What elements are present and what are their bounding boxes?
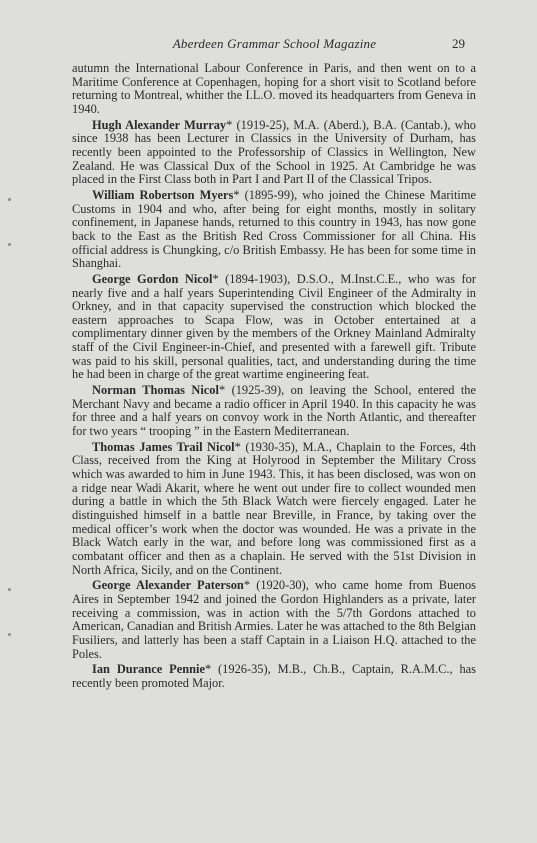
person-name: Thomas James Trail Nicol (92, 439, 235, 454)
margin-mark (8, 243, 11, 246)
paragraph (72, 273, 476, 382)
paragraph-text: * (1926-35), M.B., Ch.B., Captain, R.A.M.C., has recently been promoted Major. (72, 662, 476, 690)
paragraph-text: * (1925-39), on leaving the School, entered the Merchant Navy and became a radio officer in April 1940. In this capacity he was for three and a half years on convoy work in the North Atlantic, and thereafter for two years “ trooping ” in the Eastern Mediterranean. (72, 383, 476, 439)
paragraph-text: * (1920-30), who came home from Buenos Aires in September 1942 and joined the Gordon Highlanders as a private, later receiving a commission, was in action with the 5/7th Gordons attached to American, Canadian and British Armies. Later he was attached to the 8th Belgian Fusiliers, and latterly has been a staff Captain in a Liaison H.Q. attached to the Poles. (72, 578, 476, 661)
person-name: George Gordon Nicol (92, 271, 213, 286)
paragraph (72, 189, 476, 271)
page-number: 29 (452, 36, 465, 51)
paragraph-text: autumn the International Labour Conference in Paris, and then went on to a Maritime Conference at Copenhagen, hoping for a short visit to Scotland before returning to Montreal, whither the I.L.O. moved its headquarters from Geneva in 1940. (72, 61, 476, 116)
paragraph (72, 384, 476, 439)
paragraph-text: * (1930-35), M.A., Chaplain to the Forces, 4th Class, received from the King at Holyrood in September the Military Cross which was awarded to him in June 1943. This, it has been disclosed, was won on a ridge near Wadi Akarit, where he went out under fire to collect wounded men during a battle in which the 5th Black Watch were fiercely engaged. Later he distinguished himself in a battle near Breville, in France, by taking over the medical officer’s work when the doctor was wounded. He was a private in the Black Watch early in the war, and before long was commissioned first as a combatant officer and then as a chaplain. He served with the 51st Division in North Africa, Sicily, and on the Continent. (72, 439, 476, 577)
article-body (72, 62, 476, 693)
person-name: William Robertson Myers (92, 187, 234, 202)
paragraph (72, 441, 476, 578)
margin-mark (8, 198, 11, 201)
paragraph (72, 62, 476, 117)
margin-mark (8, 633, 11, 636)
person-name: Ian Durance Pennie (92, 662, 205, 677)
paragraph (72, 663, 476, 690)
person-name: Hugh Alexander Murray (92, 117, 227, 132)
person-name: George Alexander Paterson (92, 578, 244, 593)
paragraph-text: * (1894-1903), D.S.O., M.Inst.C.E., who was for nearly five and a half years Superintending Civil Engineer of the Admiralty in Orkney, and in that capacity supervised the construction which blocked the eastern approaches to Scapa Flow, was in October entertained at a complimentary dinner given by the members of the Orkney Mainland Admiralty staff of the Civil Engineer-in-Chief, and presented with a farewell gift. Tribute was paid to his skill, personal qualities, tact, and understanding during the time he had been in charge of the great wartime engineering feat. (72, 271, 477, 382)
paragraph (72, 119, 476, 187)
page-header (72, 36, 477, 56)
paragraph (72, 579, 476, 661)
running-title: Aberdeen Grammar School Magazine (172, 36, 377, 51)
paragraph-text: * (1919-25), M.A. (Aberd.), B.A. (Cantab.), who since 1938 has been Lecturer in Classics in the University of Durham, has recently been appointed to the Professorship of Classics in Wellington, New Zealand. He was Classical Dux of the School in 1925. At Cambridge he was placed in the First Class both in Part I and Part II of the Classical Tripos. (72, 117, 476, 187)
person-name: Norman Thomas Nicol (92, 383, 219, 398)
margin-mark (8, 588, 11, 591)
paragraph-text: * (1895-99), who joined the Chinese Maritime Customs in 1904 and who, after being for eight months, mostly in solitary confinement, in Japanese hands, returned to this country in 1943, has now gone back to the East as the British Red Cross Commissioner for all China. His official address is Chungking, c/o British Embassy. He has been for some time in Shanghai. (72, 187, 476, 271)
